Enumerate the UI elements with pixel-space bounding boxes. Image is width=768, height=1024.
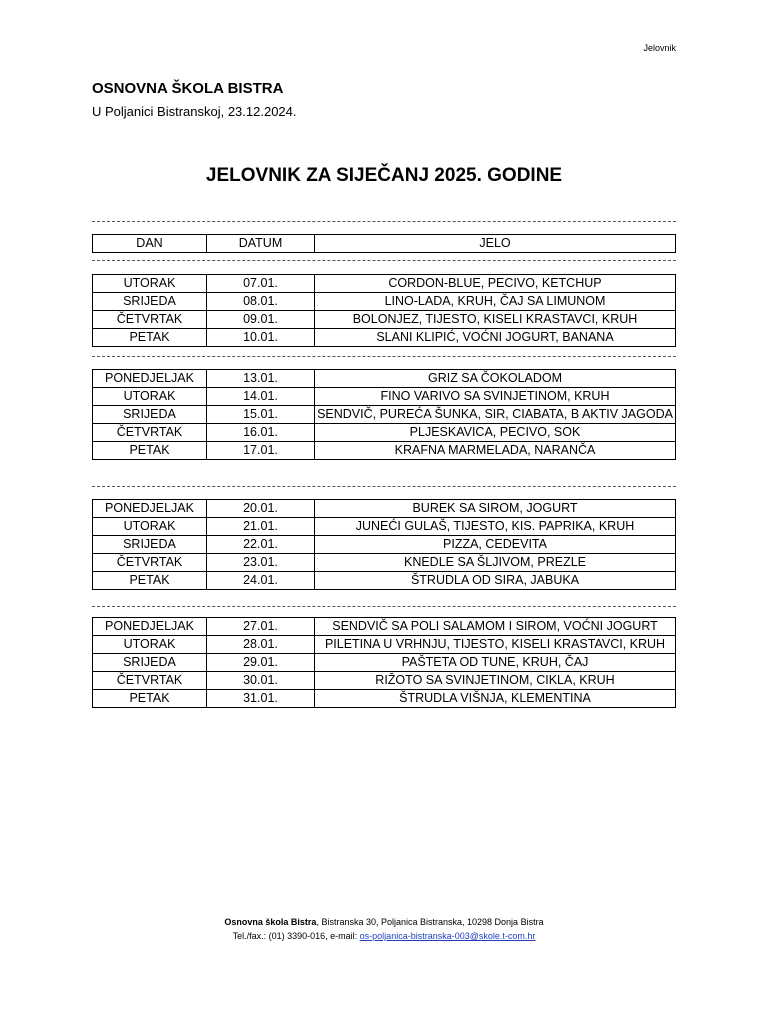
date-cell: 20.01.: [207, 500, 315, 518]
day-cell: UTORAK: [93, 275, 207, 293]
week-table: [92, 499, 676, 590]
table-row: [93, 275, 676, 293]
meal-cell: SLANI KLIPIĆ, VOĆNI JOGURT, BANANA: [315, 329, 676, 347]
dashed-divider: [92, 221, 676, 222]
meal-cell: KRAFNA MARMELADA, NARANČA: [315, 442, 676, 460]
day-cell: ČETVRTAK: [93, 554, 207, 572]
day-cell: PETAK: [93, 572, 207, 590]
table-row: [93, 536, 676, 554]
meal-cell: KNEDLE SA ŠLJIVOM, PREZLE: [315, 554, 676, 572]
meal-cell: SENDVIČ SA POLI SALAMOM I SIROM, VOĆNI JOGURT: [315, 618, 676, 636]
table-row: [93, 442, 676, 460]
date-cell: 30.01.: [207, 672, 315, 690]
table-row: [93, 672, 676, 690]
day-cell: UTORAK: [93, 518, 207, 536]
week-table: [92, 274, 676, 347]
table-row: [93, 654, 676, 672]
meal-cell: SENDVIČ, PUREĆA ŠUNKA, SIR, CIABATA, B AKTIV JAGODA: [315, 406, 676, 424]
week-table: [92, 617, 676, 708]
footer-phone: Tel./fax.: (01) 3390-016, e-mail:: [232, 931, 360, 941]
date-cell: 21.01.: [207, 518, 315, 536]
meal-cell: JUNEĆI GULAŠ, TIJESTO, KIS. PAPRIKA, KRUH: [315, 518, 676, 536]
meal-cell: BUREK SA SIROM, JOGURT: [315, 500, 676, 518]
week-table: [92, 369, 676, 460]
date-cell: 09.01.: [207, 311, 315, 329]
meal-cell: BOLONJEZ, TIJESTO, KISELI KRASTAVCI, KRUH: [315, 311, 676, 329]
dashed-divider: [92, 356, 676, 357]
table-row: [93, 370, 676, 388]
table-row: [93, 293, 676, 311]
table-row: [93, 518, 676, 536]
page-footer: [0, 915, 768, 943]
day-cell: SRIJEDA: [93, 406, 207, 424]
date-cell: 08.01.: [207, 293, 315, 311]
page-title: JELOVNIK ZA SIJEČANJ 2025. GODINE: [205, 165, 563, 186]
running-header: Jelovnik: [643, 43, 676, 53]
dashed-divider: [92, 486, 676, 487]
table-row: [93, 311, 676, 329]
date-cell: 29.01.: [207, 654, 315, 672]
meal-cell: PAŠTETA OD TUNE, KRUH, ČAJ: [315, 654, 676, 672]
day-cell: ČETVRTAK: [93, 672, 207, 690]
meal-cell: ŠTRUDLA VIŠNJA, KLEMENTINA: [315, 690, 676, 708]
meal-cell: FINO VARIVO SA SVINJETINOM, KRUH: [315, 388, 676, 406]
day-cell: ČETVRTAK: [93, 424, 207, 442]
header-jelo: JELO: [315, 235, 676, 253]
table-row: [93, 636, 676, 654]
day-cell: PONEDJELJAK: [93, 370, 207, 388]
table-row: [93, 618, 676, 636]
date-cell: 13.01.: [207, 370, 315, 388]
header-dan: DAN: [93, 235, 207, 253]
day-cell: PETAK: [93, 329, 207, 347]
day-cell: PETAK: [93, 690, 207, 708]
table-row: [93, 690, 676, 708]
table-row: [93, 388, 676, 406]
footer-contact-line: [0, 929, 768, 943]
day-cell: PONEDJELJAK: [93, 500, 207, 518]
date-cell: 24.01.: [207, 572, 315, 590]
place-date: U Poljanici Bistranskoj, 23.12.2024.: [92, 104, 297, 119]
table-row: [93, 424, 676, 442]
meal-cell: ŠTRUDLA OD SIRA, JABUKA: [315, 572, 676, 590]
table-row: [93, 406, 676, 424]
day-cell: UTORAK: [93, 388, 207, 406]
header-datum: DATUM: [207, 235, 315, 253]
footer-email-link[interactable]: os-poljanica-bistranska-003@skole.t-com.hr: [359, 931, 536, 941]
table-row: [93, 572, 676, 590]
day-cell: SRIJEDA: [93, 654, 207, 672]
table-row: [93, 500, 676, 518]
date-cell: 17.01.: [207, 442, 315, 460]
date-cell: 31.01.: [207, 690, 315, 708]
footer-address: , Bistranska 30, Poljanica Bistranska, 10298 Donja Bistra: [316, 917, 544, 927]
meal-cell: GRIZ SA ČOKOLADOM: [315, 370, 676, 388]
date-cell: 14.01.: [207, 388, 315, 406]
footer-school-name: Osnovna škola Bistra: [224, 917, 317, 927]
dashed-divider: [92, 260, 676, 261]
footer-address-line: [0, 915, 768, 929]
dashed-divider: [92, 606, 676, 607]
date-cell: 27.01.: [207, 618, 315, 636]
date-cell: 16.01.: [207, 424, 315, 442]
day-cell: PONEDJELJAK: [93, 618, 207, 636]
meal-cell: RIŽOTO SA SVINJETINOM, CIKLA, KRUH: [315, 672, 676, 690]
meal-cell: CORDON-BLUE, PECIVO, KETCHUP: [315, 275, 676, 293]
date-cell: 15.01.: [207, 406, 315, 424]
date-cell: 10.01.: [207, 329, 315, 347]
date-cell: 07.01.: [207, 275, 315, 293]
meal-cell: PIZZA, CEDEVITA: [315, 536, 676, 554]
date-cell: 23.01.: [207, 554, 315, 572]
day-cell: PETAK: [93, 442, 207, 460]
header-row: [93, 235, 676, 253]
day-cell: ČETVRTAK: [93, 311, 207, 329]
date-cell: 22.01.: [207, 536, 315, 554]
meal-cell: PLJESKAVICA, PECIVO, SOK: [315, 424, 676, 442]
school-name: OSNOVNA ŠKOLA BISTRA: [92, 80, 284, 97]
meal-cell: PILETINA U VRHNJU, TIJESTO, KISELI KRASTAVCI, KRUH: [315, 636, 676, 654]
header-table: [92, 234, 676, 253]
meal-cell: LINO-LADA, KRUH, ČAJ SA LIMUNOM: [315, 293, 676, 311]
day-cell: SRIJEDA: [93, 293, 207, 311]
day-cell: SRIJEDA: [93, 536, 207, 554]
date-cell: 28.01.: [207, 636, 315, 654]
day-cell: UTORAK: [93, 636, 207, 654]
table-row: [93, 554, 676, 572]
table-row: [93, 329, 676, 347]
